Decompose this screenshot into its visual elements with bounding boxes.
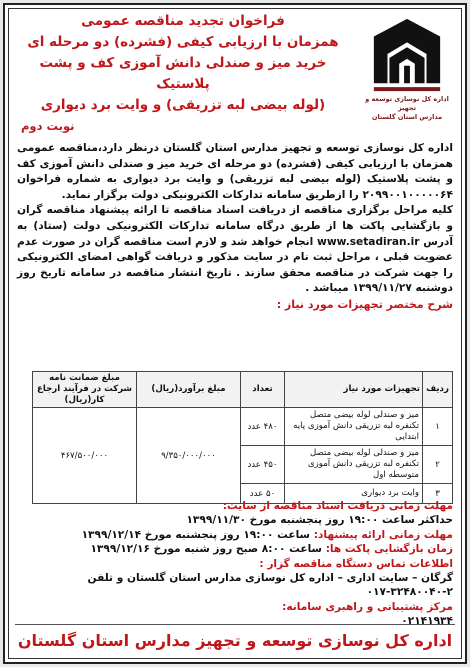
estimate-amount: ۹/۳۵۰/۰۰۰/۰۰۰ <box>137 408 241 504</box>
col-header-estimate: مبلغ برآورد(ریال) <box>137 372 241 408</box>
building-logo-icon <box>368 15 446 95</box>
date-line <box>17 528 453 542</box>
logo-caption-1: اداره کل نوسازی توسعه و تجهیز <box>365 95 449 112</box>
row-desc: میز و صندلی لوله بیضی متصل تکنفره لبه تزریقی دانش آموزی متوسطه اول <box>285 446 423 484</box>
date-line <box>17 542 453 556</box>
equipment-table <box>32 371 453 504</box>
table-heading: شرح مختصر تجهیزات مورد نیاز : <box>276 297 453 311</box>
row-desc: میز و صندلی لوله بیضی متصل تکنفره لبه تزریقی دانش آموزی پایه ابتدایی <box>285 408 423 446</box>
row-desc: وایت برد دیواری <box>285 484 423 504</box>
paragraph-2: کلیه مراحل برگزاری مناقصه از دریافت اسناد مناقصه تا ارائه پیشنهاد مناقصه گران و بازگشایی پاکت ها از طریق درگاه سامانه تدارکات الکترونیکی دولت (ستاد) به آدرس www.setadiran.ir انجام خواهد شد و لازم است مناقصه گران در صورت عدم عضویت قبلی ، مراحل ثبت نام در سایت مذکور و دریافت گواهی امضای الکترونیکی را جهت شرکت در مناقصه محقق سازند . تاریخ انتشار مناقصه در سامانه تاریخ روز دوشنبه ۱۳۹۹/۱۱/۲۷ میباشد . <box>17 204 453 295</box>
date-value: حداکثر ساعت ۱۹:۰۰ روز پنجشنبه مورخ ۱۳۹۹/۱۱/۳۰ <box>186 514 453 527</box>
date-value: ساعت ۸:۰۰ صبح روز شنبه مورخ ۱۳۹۹/۱۲/۱۶ <box>90 543 322 556</box>
title-line-2: همزمان با ارزیابی کیفی (فشرده) دو مرحله ای <box>27 34 339 50</box>
bond-amount: ۴۶۷/۵۰۰/۰۰۰ <box>33 408 137 504</box>
dates-section <box>17 499 453 629</box>
date-line <box>17 557 453 571</box>
row-radif: ۲ <box>423 446 453 484</box>
logo <box>357 15 457 129</box>
contact-label: اطلاعات تماس دستگاه مناقصه گزار : <box>259 557 453 570</box>
round-label: نوبت دوم <box>21 119 75 133</box>
support-label: مرکز پشتیبانی و راهبری سامانه: <box>282 600 453 613</box>
date-line <box>17 571 453 600</box>
date-value: ساعت ۱۹:۰۰ روز پنجشنبه مورخ ۱۳۹۹/۱۲/۱۴ <box>81 528 310 541</box>
title-line-4: (لوله بیضی لبه تزریقی) و وایت برد دیواری <box>40 97 326 113</box>
col-header-radif: ردیف <box>423 372 453 408</box>
date-label: زمان بازگشایی پاکت ها: <box>325 543 453 556</box>
footer-org-name: اداره کل نوسازی توسعه و تجهیز مدارس استان گلستان <box>15 624 455 650</box>
title-line-1: فراخوان تجدید مناقصه عمومی <box>81 13 285 29</box>
title-line-3: خرید میز و صندلی دانش آموزی کف و پشت پلاستیک <box>39 55 327 92</box>
row-qty: ۵۰ عدد <box>241 484 285 504</box>
date-line <box>17 600 453 614</box>
logo-caption-2: مدارس استان گلستان <box>371 113 443 121</box>
col-header-qty: تعداد <box>241 372 285 408</box>
date-line <box>17 513 453 527</box>
date-label: مهلت زمانی دریافت اسناد مناقصه از سایت: <box>222 500 453 512</box>
body-text <box>17 141 453 313</box>
col-header-bond: مبلغ ضمانت نامه شرکت در فرآیند ارجاع کار(ریال) <box>33 372 137 408</box>
col-header-desc: تجهیزات مورد نیاز <box>285 372 423 408</box>
date-label: مهلت زمانی ارائه پیشنهاد: <box>313 528 453 541</box>
row-qty: ۴۵۰ عدد <box>241 446 285 484</box>
support-value: ۰۲۱۴۱۹۳۴ <box>401 615 453 628</box>
row-radif: ۳ <box>423 484 453 504</box>
title-block <box>13 11 353 116</box>
contact-value: گرگان – سایت اداری – اداره کل نوسازی مدارس استان گلستان و تلفن ۲-۳۲۴۸۰۰۴۰-۰۱۷ <box>87 572 453 599</box>
tender-notice <box>3 3 467 664</box>
header <box>13 11 457 135</box>
row-radif: ۱ <box>423 408 453 446</box>
paragraph-1: اداره کل نوسازی توسعه و تجهیز مدارس استان گلستان درنظر دارد،مناقصه عمومی همزمان با ارزیابی کیفی (فشرده) دو مرحله ای خرید میز و صندلی دانش آموزی کف و پشت پلاستیک (لوله بیضی لبه تزریقی) و وایت برد دیواری به شماره فراخوان ۲۰۹۹۰۰۱۰۰۰۰۰۶۴ را ازطریق سامانه تدارکات الکترونیکی دولت برگزار نماید. <box>17 142 453 201</box>
date-line <box>17 499 453 513</box>
table-row <box>33 408 453 446</box>
row-qty: ۴۸۰ عدد <box>241 408 285 446</box>
